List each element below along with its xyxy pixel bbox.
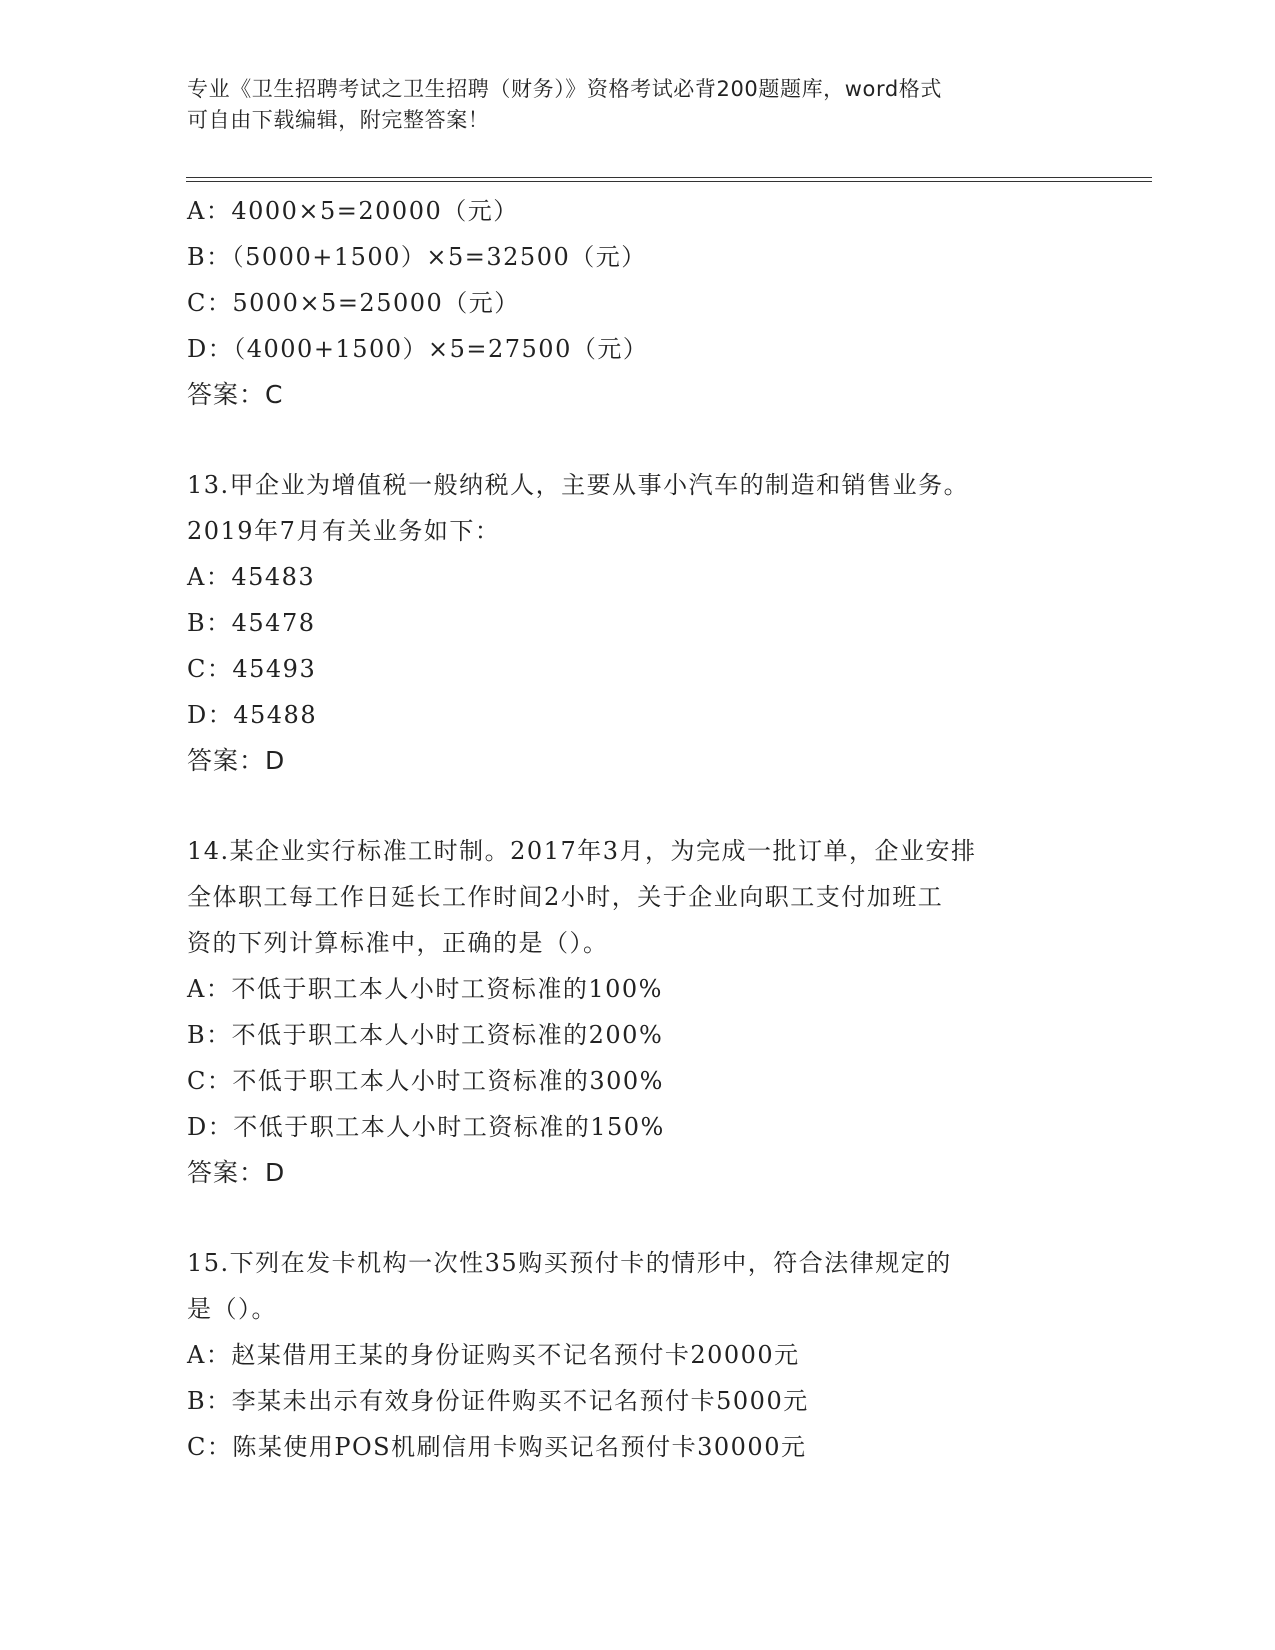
q14-option-a: A：不低于职工本人小时工资标准的100% — [187, 975, 663, 1003]
q14-stem-line-2: 全体职工每工作日延长工作时间2小时，关于企业向职工支付加班工 — [187, 883, 944, 911]
q13-option-c: C：45493 — [187, 655, 317, 683]
q14-answer: 答案：D — [187, 1158, 286, 1187]
q14-option-d: D：不低于职工本人小时工资标准的150% — [187, 1113, 665, 1141]
question-13 — [187, 462, 1087, 784]
q15-stem-line-1: 15.下列在发卡机构一次性35购买预付卡的情形中，符合法律规定的 — [187, 1249, 952, 1277]
spacer — [187, 1196, 1087, 1240]
q13-option-a: A：45483 — [187, 563, 316, 591]
q15-option-c: C：陈某使用POS机刷信用卡购买记名预付卡30000元 — [187, 1433, 807, 1461]
q12-option-b: B：（5000+1500）×5=32500（元） — [187, 243, 647, 271]
header-title-line-1: 专业《卫生招聘考试之卫生招聘（财务）》资格考试必背200题题库，word格式 — [187, 77, 942, 101]
question-12 — [187, 188, 1087, 418]
q12-option-d: D：（4000+1500）×5=27500（元） — [187, 335, 649, 363]
document-header — [187, 74, 1087, 136]
question-15 — [187, 1240, 1087, 1470]
q12-answer: 答案：C — [187, 380, 284, 409]
question-list — [187, 188, 1087, 1470]
q15-stem-line-2: 是（）。 — [187, 1295, 277, 1323]
q15-option-b: B：李某未出示有效身份证件购买不记名预付卡5000元 — [187, 1387, 809, 1415]
q14-option-b: B：不低于职工本人小时工资标准的200% — [187, 1021, 664, 1049]
spacer — [187, 784, 1087, 828]
q13-stem-line-1: 13.甲企业为增值税一般纳税人，主要从事小汽车的制造和销售业务。 — [187, 471, 970, 499]
q13-answer: 答案：D — [187, 746, 286, 775]
header-title-line-2: 可自由下载编辑，附完整答案！ — [187, 108, 490, 132]
question-14 — [187, 828, 1087, 1196]
spacer — [187, 418, 1087, 462]
header-divider-bottom — [186, 181, 1152, 182]
q12-option-c: C：5000×5=25000（元） — [187, 289, 520, 317]
q13-option-d: D：45488 — [187, 701, 318, 729]
q13-stem-line-2: 2019年7月有关业务如下： — [187, 517, 501, 545]
q13-option-b: B：45478 — [187, 609, 316, 637]
q14-stem-line-1: 14.某企业实行标准工时制。2017年3月，为完成一批订单，企业安排 — [187, 837, 977, 865]
q15-option-a: A：赵某借用王某的身份证购买不记名预付卡20000元 — [187, 1341, 800, 1369]
header-divider-top — [186, 177, 1152, 178]
q14-stem-line-3: 资的下列计算标准中，正确的是（）。 — [187, 929, 609, 957]
q12-option-a: A：4000×5=20000（元） — [187, 197, 519, 225]
q14-option-c: C：不低于职工本人小时工资标准的300% — [187, 1067, 664, 1095]
